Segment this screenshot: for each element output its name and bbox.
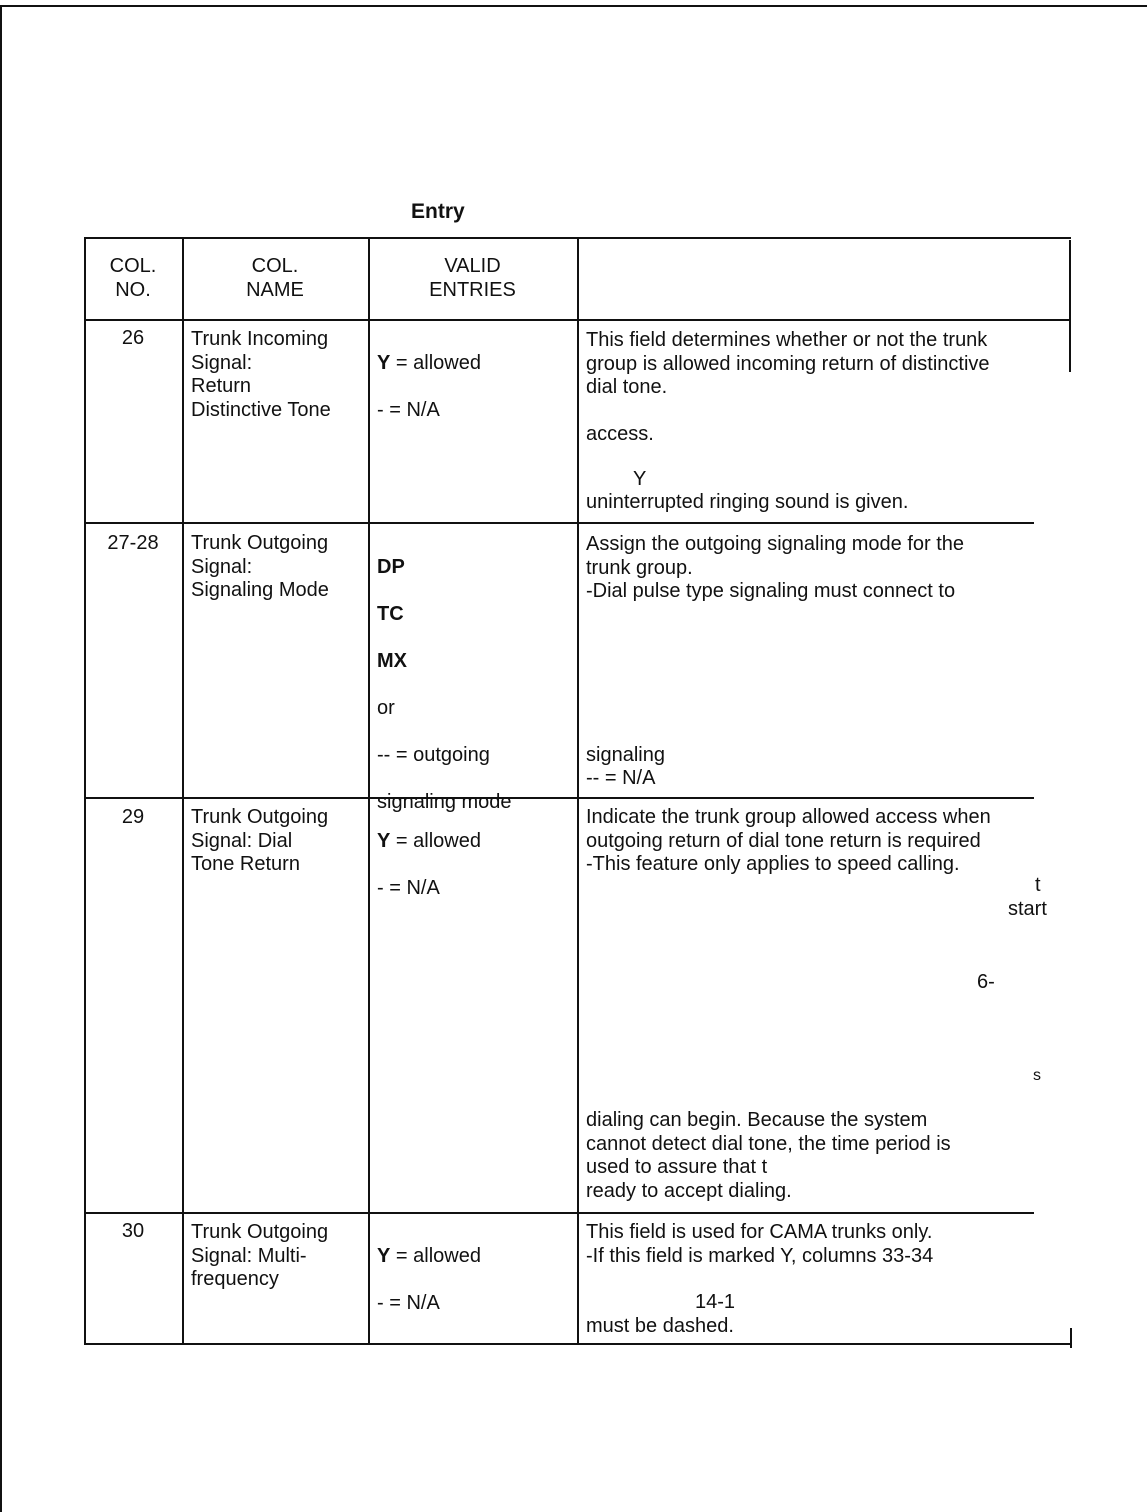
description-fragment: uninterrupted ringing sound is given.	[586, 491, 909, 513]
entry-text: - = N/A	[377, 1291, 440, 1314]
row-valid-entries	[377, 532, 575, 838]
row-valid-entries	[377, 806, 575, 924]
row-col-name: Trunk Outgoing Signal: Dial Tone Return	[191, 806, 329, 875]
description-fragment: Y	[633, 468, 647, 490]
row-col-no: 27-28	[107, 532, 159, 554]
description-fragment: must be dashed.	[586, 1315, 734, 1337]
entry-code: DP	[377, 555, 405, 578]
row-col-no: 26	[121, 327, 145, 349]
row-col-name: Trunk Incoming Signal: Return Distinctive Tone	[191, 328, 331, 421]
row-description: This field is used for CAMA trunks only. -If this field is marked Y, columns 33-34	[586, 1221, 934, 1267]
description-fragment: t	[1035, 874, 1041, 896]
entry-text: = allowed	[390, 351, 481, 374]
entry-code: Y	[377, 829, 391, 852]
entry-text: - = N/A	[377, 876, 440, 899]
description-fragment: access.	[586, 423, 654, 445]
description-fragment: dialing can begin. Because the system cannot detect dial tone, the time period is used to assure that t ready to accept dialing.	[586, 1109, 951, 1202]
row-valid-entries	[377, 328, 575, 446]
row-col-no: 29	[121, 806, 145, 828]
description-fragment: s	[1033, 1067, 1041, 1084]
page-number: 14-1	[695, 1291, 736, 1313]
header-valid-entries: VALID ENTRIES	[429, 255, 516, 301]
entry-code: TC	[377, 602, 404, 625]
entry-text: signaling mode	[377, 790, 512, 813]
entry-text: = allowed	[390, 1244, 481, 1267]
row-description: Indicate the trunk group allowed access when outgoing return of dial tone return is required -This feature only applies to speed calling.	[586, 806, 991, 875]
description-fragment: -- = N/A	[586, 767, 656, 789]
entry-code: Y	[377, 351, 391, 374]
row-description: This field determines whether or not the trunk group is allowed incoming return of distinctive dial tone.	[586, 329, 990, 398]
entry-text: -- = outgoing	[377, 743, 490, 766]
left-edge	[0, 5, 2, 1512]
description-fragment: 6-	[977, 971, 995, 993]
entry-text: = allowed	[390, 829, 481, 852]
description-fragment: start	[1008, 898, 1047, 920]
entry-code: Y	[377, 1244, 391, 1267]
description-fragment: signaling	[586, 744, 665, 766]
row-description: Assign the outgoing signaling mode for the trunk group. -Dial pulse type signaling must connect to	[586, 533, 965, 602]
entry-label: Entry	[411, 200, 465, 223]
top-rule	[0, 5, 1147, 7]
header-col-no: COL. NO.	[109, 255, 157, 301]
header-col-name: COL. NAME	[246, 255, 304, 301]
entry-code: MX	[377, 649, 407, 672]
row-col-name: Trunk Outgoing Signal: Multi- frequency	[191, 1221, 329, 1290]
row-col-name: Trunk Outgoing Signal: Signaling Mode	[191, 532, 329, 601]
entry-text: - = N/A	[377, 398, 440, 421]
row-col-no: 30	[121, 1220, 145, 1242]
entry-text: or	[377, 696, 395, 719]
row-valid-entries	[377, 1221, 575, 1339]
